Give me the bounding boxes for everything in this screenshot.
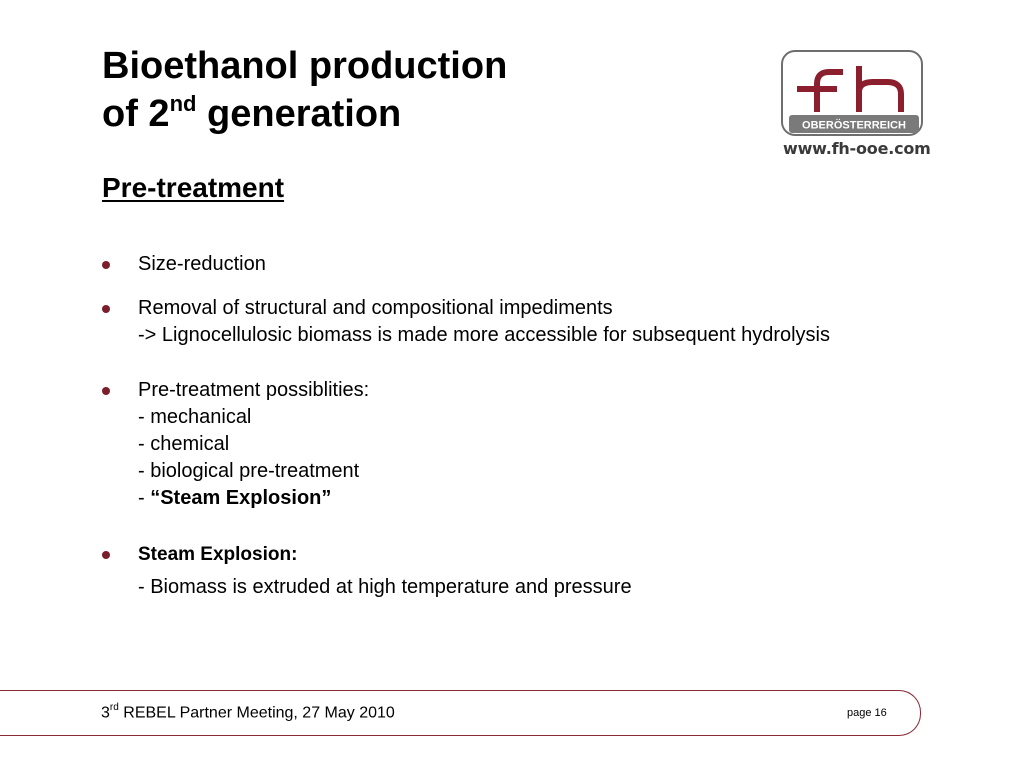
slide-title [102, 42, 507, 143]
bullet-icon [102, 305, 110, 313]
bullet-heading: Steam Explosion: [138, 544, 298, 565]
steam-explosion-label: “Steam Explosion” [150, 487, 332, 509]
title-superscript: nd [169, 91, 197, 116]
footer-meeting [101, 703, 395, 722]
bullet-line: Size-reduction [138, 253, 266, 275]
bullet-icon [102, 551, 110, 559]
section-heading: Pre-treatment [102, 172, 285, 203]
bullet-line-steam-explosion [138, 485, 369, 512]
bullet-line-prefix: - [138, 487, 151, 509]
bullet-text [138, 251, 266, 278]
bullet-icon [102, 261, 110, 269]
bullet-text [138, 377, 369, 512]
bullet-line: - Biomass is extruded at high temperature and pressure [138, 576, 632, 598]
footer-meeting-text: REBEL Partner Meeting, 27 May 2010 [118, 704, 395, 722]
bullet-line: - mechanical [138, 406, 252, 428]
logo-band-text: OBERÖSTERREICH [802, 119, 906, 132]
logo-url: www.fh-ooe.com [783, 139, 931, 158]
footer-ordinal-sup: rd [109, 702, 119, 713]
bullet-line: -> Lignocellulosic biomass is made more accessible for subsequent hydrolysis [138, 324, 830, 346]
bullet-line: - biological pre-treatment [138, 460, 360, 482]
title-line-1: Bioethanol production [102, 45, 508, 87]
logo-letter-h-arch [859, 82, 901, 112]
bullet-icon [102, 387, 110, 395]
footer-ordinal: 3 [101, 704, 110, 722]
fh-logo-mark [783, 52, 925, 138]
title-line-2-suffix: generation [196, 93, 402, 135]
page-number: page 16 [847, 707, 887, 719]
bullet-line: Removal of structural and compositional impediments [138, 297, 613, 319]
bullet-line: - chemical [138, 433, 230, 455]
bullet-line: Pre-treatment possiblities: [138, 379, 370, 401]
bullet-text [138, 541, 632, 601]
fh-logo [781, 50, 923, 136]
bullet-text [138, 295, 830, 349]
title-line-2 [102, 90, 507, 143]
title-line-2-prefix: of 2 [102, 93, 170, 135]
